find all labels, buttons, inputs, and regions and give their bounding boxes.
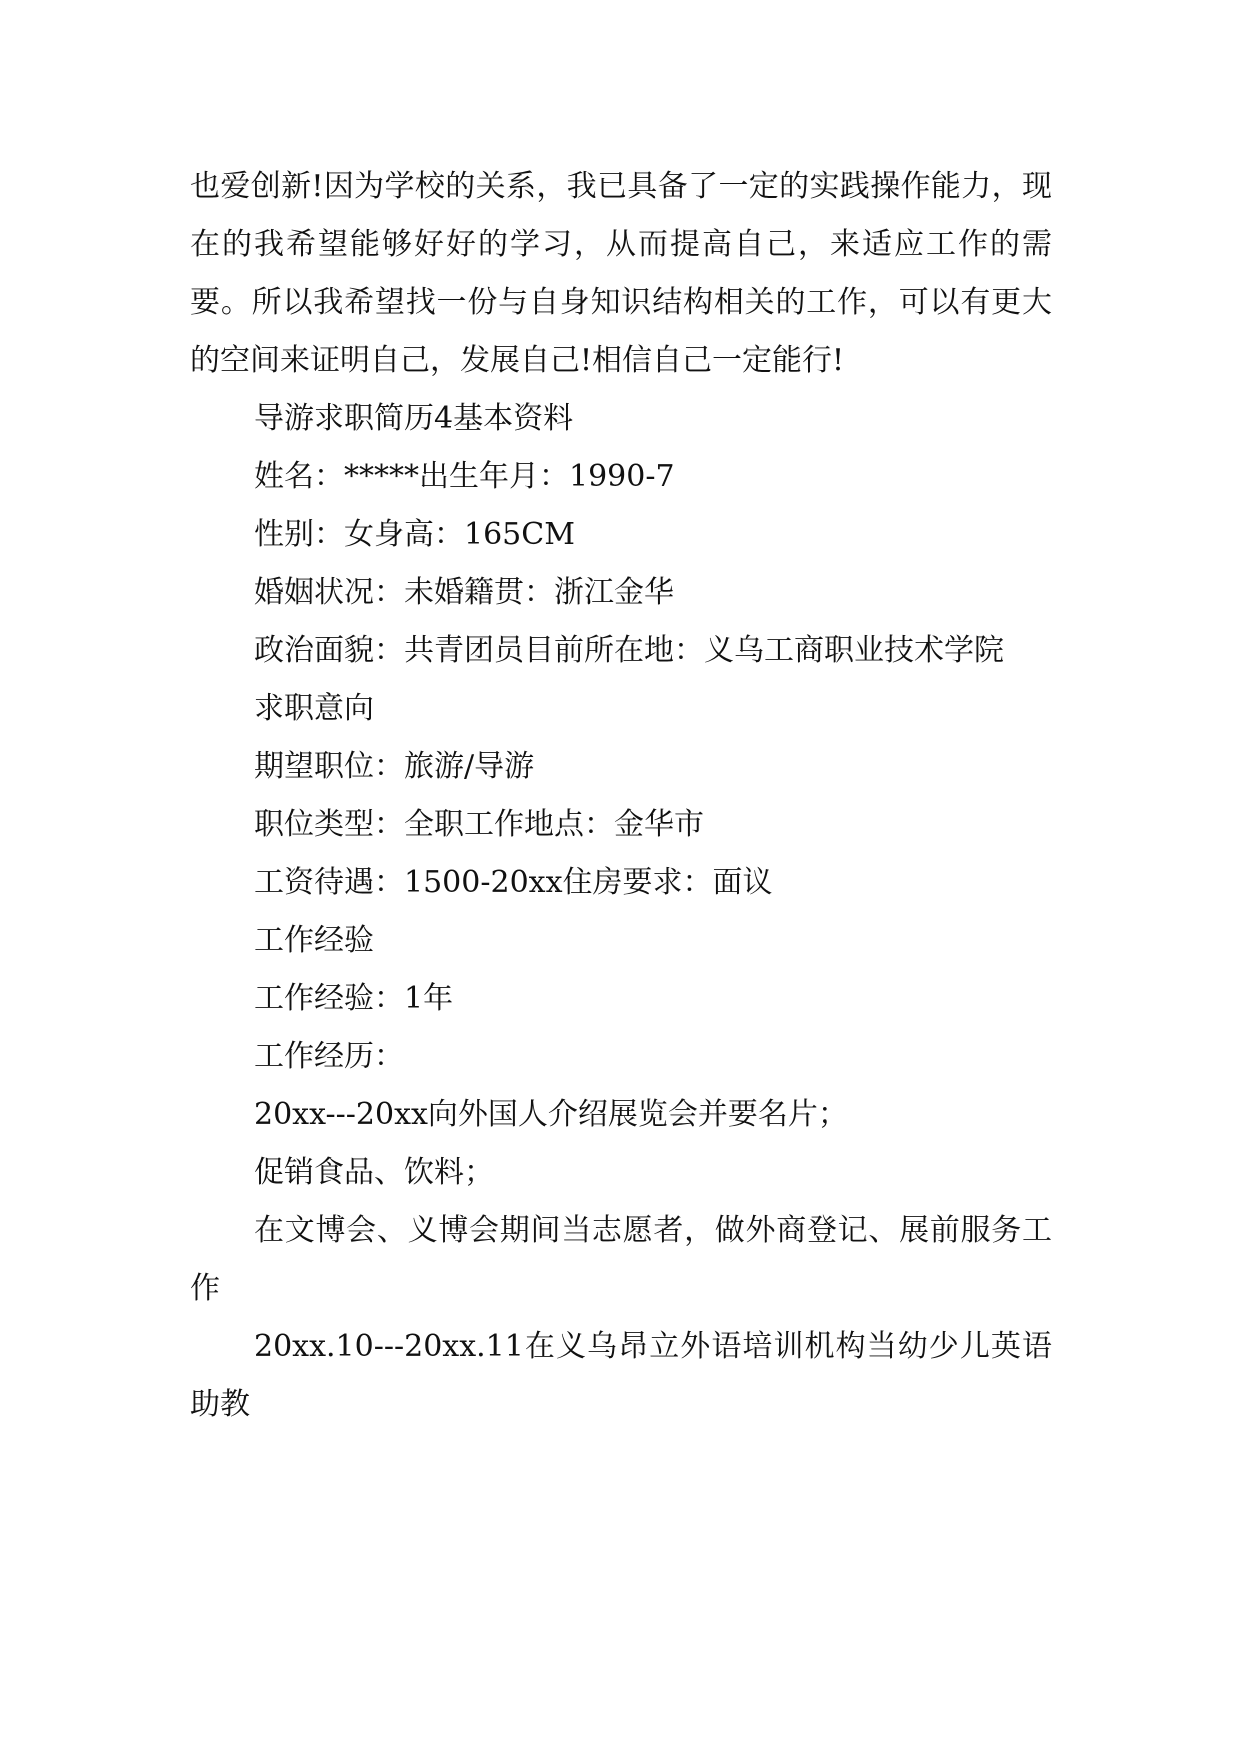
field-work-history-label: 工作经历：	[254, 1039, 404, 1074]
work-history-item: 在文博会、义博会期间当志愿者，做外商登记、展前服务工作	[190, 1213, 1052, 1306]
document-page	[190, 158, 1052, 1434]
field-job-type-location: 职位类型：全职工作地点：金华市	[254, 807, 704, 842]
work-history-item: 20xx.10---20xx.11在义乌昂立外语培训机构当幼少儿英语助教	[190, 1329, 1052, 1422]
field-name-birth: 姓名：*****出生年月：1990-7	[254, 459, 675, 494]
field-gender-height: 性别：女身高：165CM	[254, 517, 575, 552]
work-history-item: 促销食品、饮料；	[254, 1155, 494, 1190]
field-political-location: 政治面貌：共青团员目前所在地：义乌工商职业技术学院	[254, 633, 1004, 668]
field-experience-years: 工作经验：1年	[254, 981, 454, 1016]
work-history-item: 20xx---20xx向外国人介绍展览会并要名片；	[254, 1097, 848, 1132]
field-desired-position: 期望职位：旅游/导游	[254, 749, 535, 784]
field-salary-housing: 工资待遇：1500-20xx住房要求：面议	[254, 865, 773, 900]
section-heading-basic-info: 导游求职简历4基本资料	[254, 401, 574, 436]
section-heading-work-experience: 工作经验	[254, 923, 374, 958]
section-heading-job-intent: 求职意向	[254, 691, 374, 726]
paragraph-intro: 也爱创新!因为学校的关系，我已具备了一定的实践操作能力，现在的我希望能够好好的学习，从而提高自己，来适应工作的需要。所以我希望找一份与自身知识结构相关的工作，可以有更大的空间来证明自己，发展自己!相信自己一定能行!	[190, 169, 1052, 378]
field-marital-hometown: 婚姻状况：未婚籍贯：浙江金华	[254, 575, 674, 610]
